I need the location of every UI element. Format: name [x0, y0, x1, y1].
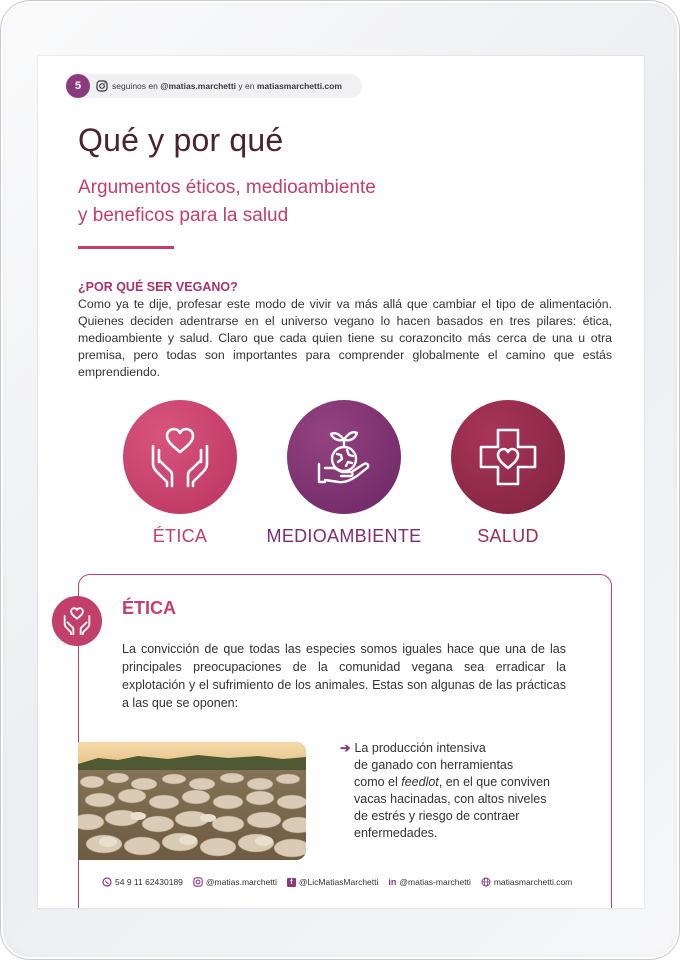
arrow-right-icon: ➔ [340, 741, 351, 755]
bullet-line-3 [340, 774, 572, 791]
footer-instagram-text: @matias.marchetti [205, 877, 277, 887]
page-title: Qué y por qué [78, 122, 284, 158]
bullet-line-6: enfermedades. [354, 826, 438, 840]
bullet-line-2: de ganado con herramientas [354, 758, 514, 772]
social-prefix: seguinos en [112, 81, 161, 91]
instagram-icon [96, 80, 108, 92]
etica-title: ÉTICA [122, 598, 176, 618]
hands-heart-icon [123, 400, 237, 514]
pillar-label-salud: SALUD [477, 526, 539, 546]
pillar-medioambiente [259, 400, 429, 547]
page-subtitle [78, 174, 498, 230]
feedlot-bullet [340, 740, 572, 842]
hand-globe-plant-icon [287, 400, 401, 514]
footer-instagram[interactable] [193, 877, 277, 887]
document-page [38, 56, 644, 908]
subtitle-line-1: Argumentos éticos, medioambiente [78, 177, 376, 198]
linkedin-icon: in [388, 877, 397, 887]
social-line [112, 74, 342, 98]
hands-heart-icon [52, 596, 102, 646]
social-site[interactable]: matiasmarchetti.com [256, 81, 342, 91]
footer-web-text: matiasmarchetti.com [493, 877, 573, 887]
pillar-label-medioambiente: MEDIOAMBIENTE [266, 526, 422, 546]
pillar-label-etica: ÉTICA [152, 526, 208, 546]
footer-phone-text: 54 9 11 62430189 [115, 877, 183, 887]
footer-linkedin[interactable] [388, 877, 470, 887]
header-bar [66, 74, 362, 98]
instagram-icon [193, 877, 203, 887]
footer-linkedin-text: @matias-marchetti [399, 877, 471, 887]
page-number: 5 [66, 74, 90, 98]
pillar-salud [423, 400, 593, 547]
bullet-text-1: La producción intensiva [354, 741, 486, 755]
bullet-line-5: de estrés y riesgo de contraer [354, 809, 520, 823]
footer-phone[interactable] [102, 877, 183, 887]
bullet-text-3b: , en el que conviven [438, 775, 550, 789]
social-handle[interactable]: @matias.marchetti [160, 81, 237, 91]
footer-contacts [102, 874, 622, 890]
footer-facebook-text: @LicMatiasMarchetti [298, 877, 379, 887]
facebook-icon: f [287, 878, 296, 887]
bullet-line-1 [340, 740, 572, 757]
etica-paragraph: La convicción de que todas las especies somos iguales hace que una de las principales preocupaciones de la comunidad vegana sea erradicar la explotación y el sufrimiento de los animales. Estas son algunas de las prácticas a las que se oponen: [122, 642, 566, 710]
cattle-feedlot-photo [78, 742, 306, 860]
cross-heart-icon [451, 400, 565, 514]
pillar-etica [95, 400, 265, 547]
section-heading: ¿POR QUÉ SER VEGANO? [78, 280, 238, 294]
title-divider [78, 246, 174, 249]
whatsapp-icon [102, 877, 112, 887]
footer-facebook[interactable] [287, 877, 378, 887]
subtitle-line-2: y beneficos para la salud [78, 205, 289, 226]
footer-web[interactable] [481, 877, 572, 887]
bullet-line-4: vacas hacinadas, con altos niveles [354, 792, 547, 806]
bullet-text-3a: como el [354, 775, 402, 789]
bullet-feedlot-term: feedlot [401, 775, 439, 789]
globe-icon [481, 877, 491, 887]
social-middle: y en [236, 81, 257, 91]
intro-paragraph: Como ya te dije, profesar este modo de vivir va más allá que cambiar el tipo de alimentación. Quienes deciden adentrarse en el universo vegano lo hacen basados en tres pilares: ética, medioambiente y salud. Claro que cada quien tiene su corazoncito más cerca de una u otra premisa, pero todas son importantes para comprender globalmente el camino que estás emprendiendo. [78, 297, 612, 379]
